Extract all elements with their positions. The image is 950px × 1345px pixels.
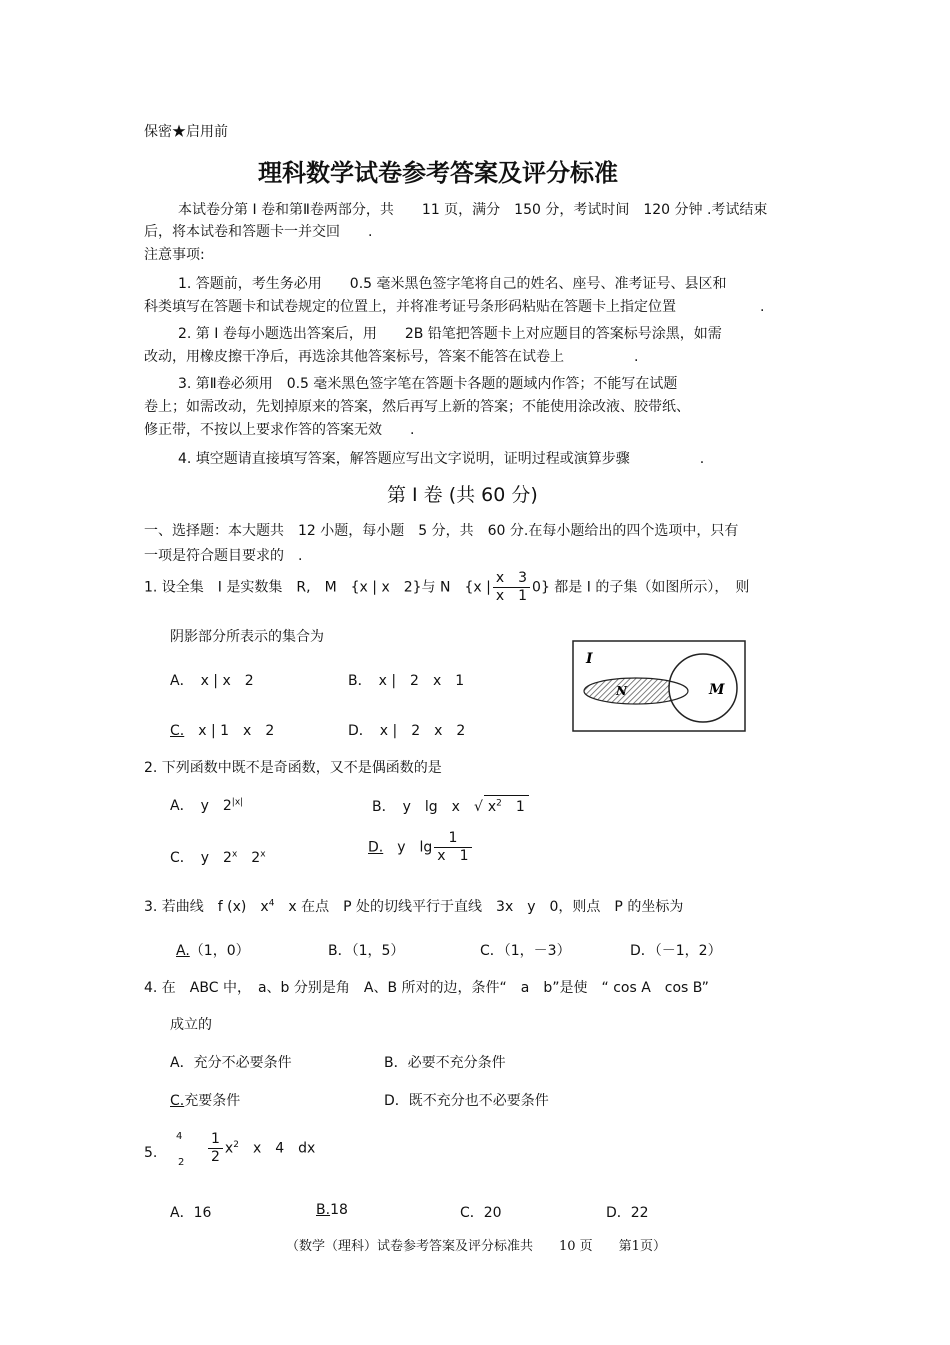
- q2-d-text: y lg: [383, 839, 433, 856]
- q5-option-b: [316, 1202, 348, 1218]
- part1-line-1: 一、选择题：本大题共 12 小题，每小题 5 分，共 60 分.在每小题给出的四个选项中，只有: [144, 523, 739, 539]
- q5-option-d: D．22: [606, 1205, 649, 1221]
- q2-d-den: x 1: [437, 848, 469, 864]
- label-m: M: [709, 682, 725, 698]
- q2-option-c: [170, 847, 266, 867]
- q3-stem-post: x 在点 P 处的切线平行于直线 3x y 0，则点 P 的坐标为: [274, 899, 684, 915]
- q2-b-radical: [484, 795, 529, 816]
- q1-answer-mark: C.: [170, 723, 185, 739]
- q4-answer-mark: C.: [170, 1093, 185, 1109]
- q2-b-rad-x: x: [487, 799, 497, 815]
- q2-option-a: [170, 795, 243, 815]
- set-m-circle: [669, 654, 737, 722]
- note-3-line-2: 卷上；如需改动，先划掉原来的答案，然后再写上新的答案；不能使用涂改液、胶带纸、: [144, 399, 690, 415]
- q3-stem: [144, 896, 683, 916]
- q3-stem-pre: 3. 若曲线 f (x) x: [144, 899, 269, 915]
- q2-stem: 2. 下列函数中既不是奇函数，又不是偶函数的是: [144, 760, 442, 776]
- q1-stem: [144, 570, 749, 605]
- q2-c-text: C． y 2: [170, 850, 232, 866]
- q5-body-x: x: [224, 1140, 234, 1157]
- note-1-line-2: 科类填写在答题卡和试卷规定的位置上，并将准考证号条形码粘贴在答题卡上指定位置 .: [144, 299, 765, 315]
- q1-option-c-text: x | 1 x 2: [184, 723, 275, 739]
- q1-stem-a: 1. 设全集 I 是实数集 R, M {x | x 2}与 N {x |: [144, 579, 491, 596]
- label-n: N: [616, 684, 627, 698]
- q5-fraction: [208, 1131, 223, 1166]
- q2-option-b: B． y lg x √ $x^2$ 1: [372, 795, 529, 816]
- q4-option-a: A．充分不必要条件: [170, 1055, 292, 1071]
- intro-line-2: 后，将本试卷和答题卡一并交回 .: [144, 224, 373, 240]
- q2-b-rad-post: 1: [501, 799, 525, 815]
- confidential-label: 保密★启用前: [144, 124, 228, 140]
- page-footer: （数学（理科）试卷参考答案及评分标准共 10 页 第1页）: [286, 1239, 666, 1254]
- q2-b-rad-sup: 2: [496, 798, 502, 809]
- q2-a-sup: |x|: [231, 797, 244, 808]
- q2-c-mid: 2: [237, 850, 261, 866]
- q3-answer-mark: A.: [176, 943, 190, 959]
- q5-body-post: x 4 dx: [238, 1140, 316, 1157]
- q1-option-c: [170, 720, 274, 740]
- q5-integrand: [206, 1131, 315, 1166]
- q5-integral-upper: 4: [176, 1131, 183, 1142]
- page-title: 理科数学试卷参考答案及评分标准: [258, 158, 618, 187]
- q4-option-b: B．必要不充分条件: [384, 1055, 506, 1071]
- note-2-line-2: 改动，用橡皮擦干净后，再选涂其他答案标号，答案不能答在试卷上 .: [144, 349, 639, 365]
- q2-a-text: A． y 2: [170, 798, 232, 814]
- q5-integral-lower: 2: [178, 1157, 185, 1168]
- q1-frac-num: x 3: [493, 570, 530, 588]
- note-2-line-1: 2. 第 I 卷每小题选出答案后，用 2B 铅笔把答题卡上对应题目的答案标号涂黑，如需: [178, 326, 722, 342]
- q4-line-2: 成立的: [170, 1017, 212, 1033]
- q4-stem: 4. 在 ABC 中， a、b 分别是角 A、B 所对的边，条件“ a b”是使 “ cos A cos B”: [144, 980, 709, 996]
- q5-answer-mark: B.: [316, 1202, 331, 1218]
- q3-option-d: D．（－1，2）: [630, 943, 722, 959]
- q2-answer-mark: D.: [368, 839, 384, 856]
- q1-line-2: 阴影部分所表示的集合为: [170, 629, 324, 645]
- q3-stem-sup: 4: [268, 898, 275, 909]
- q1-option-d: D． x | 2 x 2: [348, 723, 466, 739]
- q1-fraction: [493, 570, 530, 605]
- note-1-line-1: 1. 答题前，考生务必用 0.5 毫米黑色签字笔将自己的姓名、座号、准考证号、县区和: [178, 276, 727, 292]
- notes-heading: 注意事项:: [144, 247, 205, 263]
- q2-option-d: [368, 830, 474, 865]
- q4-option-c: [170, 1090, 240, 1110]
- q3-option-a: [176, 940, 250, 960]
- q1-option-a: A． x | x 2: [170, 673, 254, 689]
- q3-option-c: C．（1，－3）: [480, 943, 571, 959]
- q5-option-b-text: 18: [330, 1202, 348, 1218]
- q3-option-a-text: （1，0）: [189, 943, 250, 959]
- q4-option-c-text: 充要条件: [184, 1093, 241, 1109]
- q2-d-num: 1: [434, 830, 471, 848]
- q5-frac-num: 1: [208, 1131, 223, 1149]
- q1-frac-den: x 1: [495, 588, 528, 604]
- label-i: I: [586, 651, 593, 667]
- note-4: 4. 填空题请直接填写答案，解答题应写出文字说明，证明过程或演算步骤 .: [178, 451, 705, 467]
- q2-b-text: B． y lg x: [372, 799, 474, 815]
- q1-option-b: B． x | 2 x 1: [348, 673, 465, 689]
- part1-line-2: 一项是符合题目要求的 .: [144, 548, 303, 564]
- q5-frac-den: 2: [211, 1149, 220, 1165]
- q1-stem-b: 0} 都是 I 的子集（如图所示）， 则: [532, 579, 750, 596]
- q2-c-sup-2: x: [260, 849, 266, 860]
- q5-option-c: C．20: [460, 1205, 502, 1221]
- q2-d-fraction: [434, 830, 471, 865]
- q3-option-b: B．（1，5）: [328, 943, 405, 959]
- note-3-line-1: 3. 第Ⅱ卷必须用 0.5 毫米黑色签字笔在答题卡各题的题域内作答；不能写在试题: [178, 376, 678, 392]
- q2-c-sup-1: x: [231, 849, 238, 860]
- q5-number: 5.: [144, 1145, 158, 1161]
- venn-diagram: [562, 633, 750, 740]
- note-3-line-3: 修正带，不按以上要求作答的答案无效 .: [144, 422, 415, 438]
- q5-option-a: A．16: [170, 1205, 212, 1221]
- section-title: 第 I 卷 (共 60 分): [387, 484, 538, 506]
- q4-option-d: D．既不充分也不必要条件: [384, 1093, 549, 1109]
- q5-body-sup: 2: [233, 1139, 239, 1150]
- intro-line-1: 本试卷分第 I 卷和第Ⅱ卷两部分，共 11 页，满分 150 分，考试时间 120 分钟 .考试结束: [178, 202, 768, 218]
